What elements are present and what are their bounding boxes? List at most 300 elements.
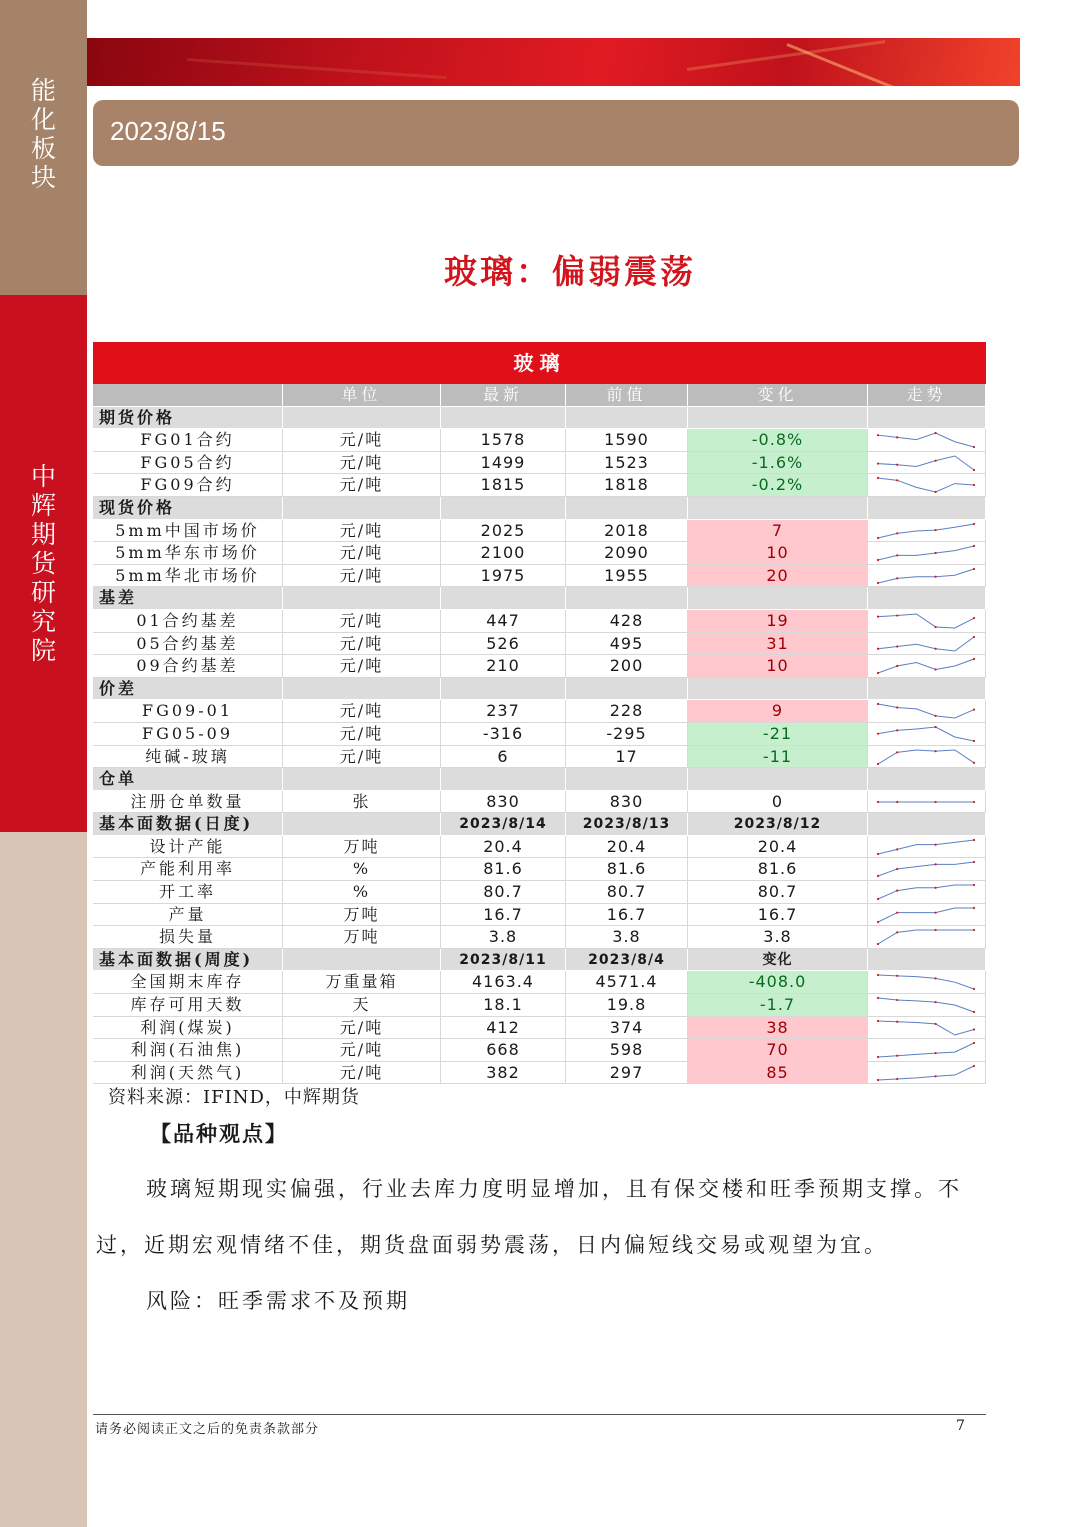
sparkline-path xyxy=(878,659,974,673)
sparkline-point xyxy=(935,887,937,889)
row-name: 5mm华东市场价 xyxy=(93,542,283,565)
sparkline-point xyxy=(973,907,975,909)
row-latest: 1815 xyxy=(441,474,566,497)
table-section-row xyxy=(93,813,986,836)
row-unit: 元/吨 xyxy=(283,474,441,497)
glass-data-table xyxy=(93,342,986,1084)
row-latest: 1499 xyxy=(441,452,566,475)
sparkline-point xyxy=(973,709,975,711)
table-row xyxy=(93,881,986,904)
row-change: 81.6 xyxy=(688,858,868,881)
sparkline-point xyxy=(896,890,898,892)
footer-disclaimer: 请务必阅读正文之后的免责条款部分 xyxy=(95,1422,320,1437)
sparkline-point xyxy=(896,911,898,913)
trend-sparkline-cell xyxy=(868,542,986,565)
section-subheader xyxy=(566,497,688,520)
trend-sparkline-cell xyxy=(868,746,986,769)
trend-sparkline-cell xyxy=(868,881,986,904)
sparkline-point xyxy=(896,707,898,709)
trend-sparkline-cell xyxy=(868,1062,986,1085)
trend-sparkline-cell xyxy=(868,610,986,633)
row-unit: 元/吨 xyxy=(283,1017,441,1040)
sparkline-point xyxy=(935,1075,937,1077)
section-name: 基本面数据(周度) xyxy=(93,949,283,972)
trend-sparkline xyxy=(876,431,976,449)
row-unit: 万吨 xyxy=(283,904,441,927)
trend-sparkline xyxy=(876,635,976,653)
sparkline-point xyxy=(896,729,898,731)
sparkline-point xyxy=(973,469,975,471)
row-name: 产量 xyxy=(93,904,283,927)
sparkline-path xyxy=(878,433,974,447)
table-section-row xyxy=(93,678,986,701)
section-name: 期货价格 xyxy=(93,407,283,430)
sparkline-point xyxy=(935,669,937,671)
table-row xyxy=(93,474,986,497)
row-change: 3.8 xyxy=(688,926,868,949)
trend-sparkline xyxy=(876,725,976,743)
row-latest: 3.8 xyxy=(441,926,566,949)
sparkline-point xyxy=(973,988,975,990)
sparkline-point xyxy=(877,853,879,855)
row-change: -11 xyxy=(688,746,868,769)
sparkline-point xyxy=(896,436,898,438)
risk-note: 风险：旺季需求不及预期 xyxy=(146,1289,410,1313)
section-spacer xyxy=(868,949,986,972)
column-header: 变化 xyxy=(688,384,868,407)
sparkline-point xyxy=(973,761,975,763)
row-change: 70 xyxy=(688,1039,868,1062)
sparkline-path xyxy=(878,1066,974,1080)
sparkline-path xyxy=(878,908,974,922)
row-change: 10 xyxy=(688,542,868,565)
sparkline-point xyxy=(935,432,937,434)
sparkline-path xyxy=(878,1021,974,1035)
row-name: 注册仓单数量 xyxy=(93,791,283,814)
row-prev: 1590 xyxy=(566,429,688,452)
data-source: 资料来源：IFIND，中辉期货 xyxy=(108,1087,360,1108)
trend-sparkline xyxy=(876,612,976,630)
footer-divider xyxy=(93,1414,986,1415)
row-unit: 元/吨 xyxy=(283,452,441,475)
section-spacer xyxy=(868,813,986,836)
sparkline-point xyxy=(973,1028,975,1030)
row-unit: 万吨 xyxy=(283,836,441,859)
row-unit: 元/吨 xyxy=(283,610,441,633)
trend-sparkline xyxy=(876,928,976,946)
row-change: 80.7 xyxy=(688,881,868,904)
section-subheader: 2023/8/11 xyxy=(441,949,566,972)
row-change: 7 xyxy=(688,520,868,543)
section-subheader xyxy=(283,407,441,430)
table-body xyxy=(93,407,986,1085)
row-name: 利润(天然气) xyxy=(93,1062,283,1085)
row-latest: 382 xyxy=(441,1062,566,1085)
row-name: 设计产能 xyxy=(93,836,283,859)
table-row xyxy=(93,858,986,881)
row-latest: 447 xyxy=(441,610,566,633)
sparkline-point xyxy=(973,484,975,486)
row-latest: 830 xyxy=(441,791,566,814)
sparkline-point xyxy=(935,726,937,728)
row-name: 09合约基差 xyxy=(93,655,283,678)
table-row xyxy=(93,791,986,814)
row-unit: 元/吨 xyxy=(283,1039,441,1062)
table-row xyxy=(93,836,986,859)
trend-sparkline-cell xyxy=(868,836,986,859)
row-change: 38 xyxy=(688,1017,868,1040)
sparkline-path xyxy=(878,750,974,764)
section-subheader xyxy=(688,678,868,701)
sparkline-point xyxy=(896,931,898,933)
section-subheader xyxy=(688,587,868,610)
section-subheader: 2023/8/13 xyxy=(566,813,688,836)
row-latest: 237 xyxy=(441,700,566,723)
section-spacer xyxy=(868,768,986,791)
sparkline-point xyxy=(896,665,898,667)
sparkline-point xyxy=(935,929,937,931)
section-subheader xyxy=(688,497,868,520)
row-change: 20 xyxy=(688,565,868,588)
sparkline-point xyxy=(973,446,975,448)
sparkline-point xyxy=(973,839,975,841)
sparkline-point xyxy=(973,1042,975,1044)
row-change: 10 xyxy=(688,655,868,678)
section-spacer xyxy=(868,407,986,430)
row-unit: 万重量箱 xyxy=(283,971,441,994)
sparkline-point xyxy=(935,575,937,577)
sparkline-point xyxy=(973,635,975,637)
table-row xyxy=(93,723,986,746)
section-subheader: 2023/8/14 xyxy=(441,813,566,836)
row-unit: 元/吨 xyxy=(283,700,441,723)
section-name: 基差 xyxy=(93,587,283,610)
row-change: 31 xyxy=(688,633,868,656)
sparkline-path xyxy=(878,727,974,741)
section-name: 仓单 xyxy=(93,768,283,791)
trend-sparkline xyxy=(876,1019,976,1037)
sparkline-point xyxy=(973,658,975,660)
page-number: 7 xyxy=(956,1418,965,1434)
table-row xyxy=(93,633,986,656)
view-heading: 【品种观点】 xyxy=(150,1121,288,1146)
sparkline-point xyxy=(935,843,937,845)
sparkline-point xyxy=(877,762,879,764)
sparkline-path xyxy=(878,862,974,876)
section-subheader xyxy=(566,768,688,791)
row-prev: 598 xyxy=(566,1039,688,1062)
row-latest: 20.4 xyxy=(441,836,566,859)
row-name: 5mm华北市场价 xyxy=(93,565,283,588)
sparkline-point xyxy=(935,864,937,866)
sparkline-point xyxy=(935,715,937,717)
page-title: 玻璃：偏弱震荡 xyxy=(444,252,696,291)
row-prev: 297 xyxy=(566,1062,688,1085)
sparkline-point xyxy=(973,568,975,570)
row-change: -408.0 xyxy=(688,971,868,994)
section-name: 现货价格 xyxy=(93,497,283,520)
trend-sparkline xyxy=(876,567,976,585)
sparkline-point xyxy=(896,751,898,753)
section-name: 价差 xyxy=(93,678,283,701)
sparkline-point xyxy=(877,559,879,561)
sparkline-path xyxy=(878,614,974,628)
sparkline-path xyxy=(878,998,974,1012)
sparkline-point xyxy=(973,522,975,524)
section-subheader xyxy=(566,407,688,430)
table-section-row xyxy=(93,407,986,430)
section-spacer xyxy=(868,587,986,610)
sparkline-point xyxy=(877,647,879,649)
sparkline-point xyxy=(896,532,898,534)
row-unit: 元/吨 xyxy=(283,565,441,588)
sparkline-point xyxy=(973,740,975,742)
sparkline-point xyxy=(896,577,898,579)
table-section-row xyxy=(93,587,986,610)
section-subheader xyxy=(688,768,868,791)
trend-sparkline-cell xyxy=(868,904,986,927)
table-row xyxy=(93,542,986,565)
trend-sparkline-cell xyxy=(868,474,986,497)
section-subheader xyxy=(688,407,868,430)
trend-sparkline-cell xyxy=(868,791,986,814)
section-subheader: 2023/8/4 xyxy=(566,949,688,972)
row-prev: 81.6 xyxy=(566,858,688,881)
row-prev: 374 xyxy=(566,1017,688,1040)
row-unit: % xyxy=(283,858,441,881)
table-row xyxy=(93,994,986,1017)
table-row xyxy=(93,655,986,678)
sparkline-point xyxy=(973,545,975,547)
row-name: FG09合约 xyxy=(93,474,283,497)
row-change: 85 xyxy=(688,1062,868,1085)
sparkline-point xyxy=(896,463,898,465)
sparkline-path xyxy=(878,840,974,854)
sparkline-point xyxy=(896,975,898,977)
row-unit: 元/吨 xyxy=(283,542,441,565)
row-name: 05合约基差 xyxy=(93,633,283,656)
trend-sparkline-cell xyxy=(868,1039,986,1062)
table-row xyxy=(93,746,986,769)
section-subheader: 变化 xyxy=(688,949,868,972)
sparkline-point xyxy=(896,480,898,482)
sparkline-point xyxy=(877,477,879,479)
sparkline-point xyxy=(877,1020,879,1022)
sparkline-point xyxy=(896,999,898,1001)
section-subheader xyxy=(441,497,566,520)
sparkline-point xyxy=(877,921,879,923)
row-prev: 17 xyxy=(566,746,688,769)
row-unit: 元/吨 xyxy=(283,655,441,678)
row-change: 20.4 xyxy=(688,836,868,859)
row-change: 19 xyxy=(688,610,868,633)
table-section-row xyxy=(93,497,986,520)
trend-sparkline xyxy=(876,544,976,562)
sparkline-point xyxy=(877,732,879,734)
trend-sparkline-cell xyxy=(868,926,986,949)
sparkline-point xyxy=(877,943,879,945)
trend-sparkline xyxy=(876,702,976,720)
row-prev: 1818 xyxy=(566,474,688,497)
sparkline-point xyxy=(896,614,898,616)
section-subheader xyxy=(566,678,688,701)
row-name: 利润(煤炭) xyxy=(93,1017,283,1040)
section-subheader xyxy=(283,813,441,836)
row-change: -1.6% xyxy=(688,452,868,475)
row-prev: 228 xyxy=(566,700,688,723)
sidebar-bottom-block xyxy=(0,832,87,1527)
row-change: 9 xyxy=(688,700,868,723)
view-paragraph: 玻璃短期现实偏强，行业去库力度明显增加，且有保交楼和旺季预期支撑。不过，近期宏观情绪不佳，期货盘面弱势震荡，日内偏短线交易或观望为宜。 xyxy=(96,1177,962,1257)
header-banner xyxy=(87,38,1020,86)
row-unit: 万吨 xyxy=(283,926,441,949)
row-name: 5mm中国市场价 xyxy=(93,520,283,543)
sparkline-point xyxy=(935,529,937,531)
sparkline-path xyxy=(878,546,974,560)
row-unit: 张 xyxy=(283,791,441,814)
row-name: 损失量 xyxy=(93,926,283,949)
row-name: FG05合约 xyxy=(93,452,283,475)
sparkline-point xyxy=(935,647,937,649)
sparkline-point xyxy=(935,626,937,628)
row-prev: 495 xyxy=(566,633,688,656)
date-bar xyxy=(93,100,1019,166)
row-latest: 526 xyxy=(441,633,566,656)
column-header: 单位 xyxy=(283,384,441,407)
row-prev: 20.4 xyxy=(566,836,688,859)
sparkline-point xyxy=(877,875,879,877)
table-row xyxy=(93,971,986,994)
row-latest: 18.1 xyxy=(441,994,566,1017)
section-subheader xyxy=(441,678,566,701)
sparkline-point xyxy=(935,552,937,554)
table-row xyxy=(93,452,986,475)
section-subheader xyxy=(283,587,441,610)
table-row xyxy=(93,926,986,949)
row-latest: 81.6 xyxy=(441,858,566,881)
table-row xyxy=(93,520,986,543)
row-latest: 412 xyxy=(441,1017,566,1040)
sparkline-path xyxy=(878,637,974,651)
sparkline-point xyxy=(935,978,937,980)
sparkline-point xyxy=(935,459,937,461)
trend-sparkline xyxy=(876,793,976,811)
sparkline-point xyxy=(973,1011,975,1013)
row-change: -1.7 xyxy=(688,994,868,1017)
sparkline-point xyxy=(896,1055,898,1057)
sparkline-point xyxy=(896,645,898,647)
trend-sparkline xyxy=(876,906,976,924)
column-header: 前值 xyxy=(566,384,688,407)
row-latest: 80.7 xyxy=(441,881,566,904)
trend-sparkline-cell xyxy=(868,520,986,543)
section-subheader xyxy=(283,949,441,972)
trend-sparkline-cell xyxy=(868,655,986,678)
row-latest: 2025 xyxy=(441,520,566,543)
table-column-header xyxy=(93,384,986,407)
row-prev: 830 xyxy=(566,791,688,814)
sparkline-path xyxy=(878,478,974,492)
table-row xyxy=(93,700,986,723)
sidebar-institute-label: 中辉期货研究院 xyxy=(30,462,56,665)
sparkline-path xyxy=(878,885,974,899)
sparkline-point xyxy=(896,1078,898,1080)
trend-sparkline-cell xyxy=(868,429,986,452)
row-latest: 1975 xyxy=(441,565,566,588)
row-latest: 16.7 xyxy=(441,904,566,927)
section-spacer xyxy=(868,678,986,701)
section-subheader: 2023/8/12 xyxy=(688,813,868,836)
table-row xyxy=(93,1039,986,1062)
sparkline-point xyxy=(896,554,898,556)
sparkline-point xyxy=(877,672,879,674)
sparkline-point xyxy=(877,462,879,464)
row-prev: 4571.4 xyxy=(566,971,688,994)
trend-sparkline-cell xyxy=(868,700,986,723)
row-prev: 2090 xyxy=(566,542,688,565)
row-latest: 4163.4 xyxy=(441,971,566,994)
table-row xyxy=(93,610,986,633)
row-unit: 元/吨 xyxy=(283,520,441,543)
row-name: 产能利用率 xyxy=(93,858,283,881)
row-prev: 16.7 xyxy=(566,904,688,927)
row-unit: 元/吨 xyxy=(283,429,441,452)
sparkline-point xyxy=(877,615,879,617)
row-name: 纯碱-玻璃 xyxy=(93,746,283,769)
sparkline-path xyxy=(878,569,974,583)
sparkline-path xyxy=(878,456,974,470)
sparkline-point xyxy=(973,861,975,863)
row-change: -0.8% xyxy=(688,429,868,452)
sidebar-section-label: 能化板块 xyxy=(30,76,56,192)
section-subheader xyxy=(441,407,566,430)
section-subheader xyxy=(441,768,566,791)
trend-sparkline-cell xyxy=(868,723,986,746)
sparkline-point xyxy=(935,1001,937,1003)
sparkline-path xyxy=(878,704,974,718)
sparkline-point xyxy=(896,801,898,803)
row-unit: 元/吨 xyxy=(283,633,441,656)
trend-sparkline xyxy=(876,748,976,766)
table-row xyxy=(93,1062,986,1085)
row-change: -21 xyxy=(688,723,868,746)
section-subheader xyxy=(283,497,441,520)
column-header: 走势 xyxy=(868,384,986,407)
section-subheader xyxy=(283,768,441,791)
sparkline-point xyxy=(896,848,898,850)
trend-sparkline xyxy=(876,973,976,991)
sparkline-point xyxy=(877,1079,879,1081)
report-date: 2023/8/15 xyxy=(110,116,226,146)
row-latest: 210 xyxy=(441,655,566,678)
row-name: 库存可用天数 xyxy=(93,994,283,1017)
trend-sparkline xyxy=(876,657,976,675)
row-latest: -316 xyxy=(441,723,566,746)
table-title: 玻璃 xyxy=(93,342,986,384)
row-name: 01合约基差 xyxy=(93,610,283,633)
row-unit: 元/吨 xyxy=(283,723,441,746)
row-prev: 200 xyxy=(566,655,688,678)
row-prev: 3.8 xyxy=(566,926,688,949)
row-unit: 天 xyxy=(283,994,441,1017)
row-unit: % xyxy=(283,881,441,904)
sparkline-point xyxy=(877,898,879,900)
row-latest: 668 xyxy=(441,1039,566,1062)
row-prev: 1523 xyxy=(566,452,688,475)
row-prev: 19.8 xyxy=(566,994,688,1017)
row-change: 16.7 xyxy=(688,904,868,927)
sparkline-point xyxy=(877,997,879,999)
